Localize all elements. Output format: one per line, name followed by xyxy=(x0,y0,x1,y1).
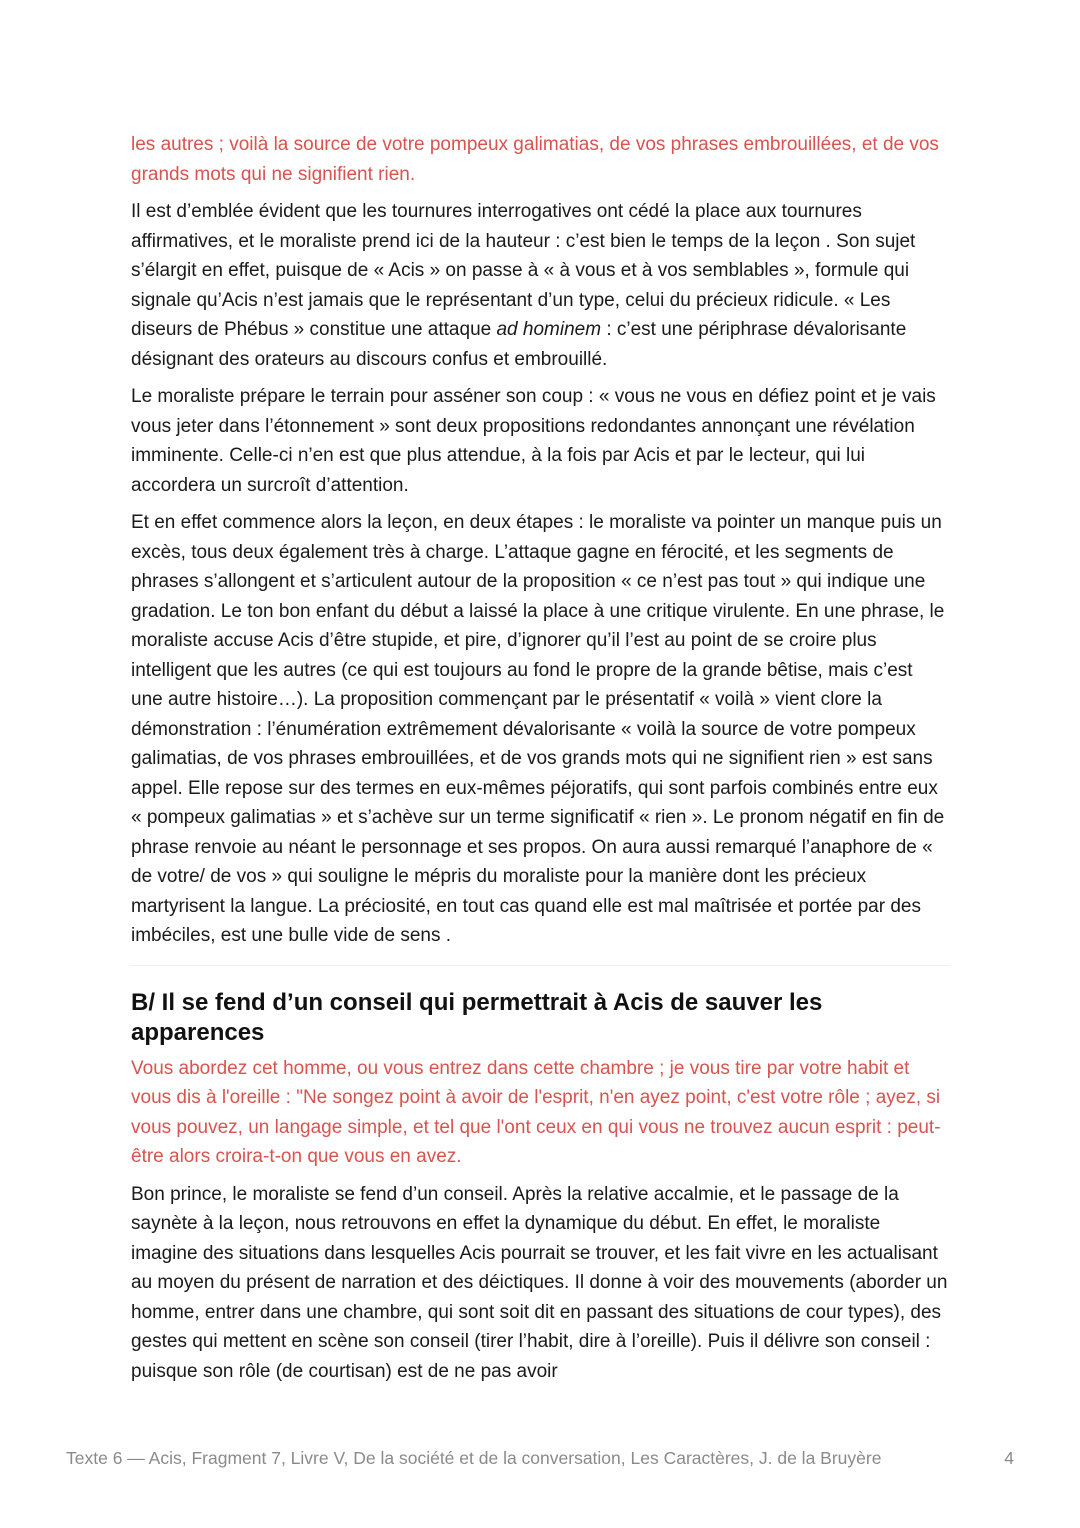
paragraph-1-part-b: : c’est une périphrase dévalorisante désignant des orateurs au discours confus et embrouillé. xyxy=(131,319,907,370)
page-number: 4 xyxy=(1004,1448,1014,1468)
paragraph-4: Bon prince, le moraliste se fend d’un conseil. Après la relative accalmie, et le passage de la saynète à la leçon, nous retrouvons en effet la dynamique du début. En effet, le moraliste imagine des situations dans lesquelles Acis pourrait se trouver, et les fait vivre en les actualisant au moyen du présent de narration et des déictiques. Il donne à voir des mouvements (aborder un homme, entrer dans une chambre, qui sont soit dit en passant des situations de cour types), des gestes qui mettent en scène son conseil (tirer l’habit, dire à l’oreille). Puis il délivre son conseil : puisque son rôle (de courtisan) est de ne pas avoir xyxy=(131,1183,948,1382)
paragraph-1-part-a: Il est d’emblée évident que les tournures interrogatives ont cédé la place aux tournures affirmatives, et le moraliste prend ici de la hauteur : c’est bien le temps de la leçon . Son sujet s’élargit en effet, puisque de « Acis » on passe à « à vous et à vos semblables », formule qui signale qu’Acis n’est jamais que le représentant d’un type, celui du précieux ridicule. « Les diseurs de Phébus » constitue une attaque xyxy=(131,201,916,340)
page-content xyxy=(131,130,949,1394)
footer-title: Texte 6 — Acis, Fragment 7, Livre V, De la société et de la conversation, Les Caractères, J. de la Bruyère xyxy=(66,1448,882,1468)
paragraph-1-emphasis: ad hominem xyxy=(496,319,602,340)
paragraph-3: Et en effet commence alors la leçon, en deux étapes : le moraliste va pointer un manque puis un excès, tous deux également très à charge. L’attaque gagne en férocité, et les segments de phrases s’allongent et s’articulent autour de la proposition « ce n’est pas tout » qui indique une gradation. Le ton bon enfant du début a laissé la place à une critique virulente. En une phrase, le moraliste accuse Acis d’être stupide, et pire, d’ignorer qu’il l’est au point de se croire plus intelligent que les autres (ce qui est toujours au fond le propre de la grande bêtise, mais c’est une autre histoire…). La proposition commençant par le présentatif « voilà » vient clore la démonstration : l’énumération extrêmement dévalorisante « voilà la source de votre pompeux galimatias, de vos phrases embrouillées, et de vos grands mots qui ne signifient rien » est sans appel. Elle repose sur des termes en eux-mêmes péjoratifs, qui sont parfois combinés entre eux « pompeux galimatias » et s’achève sur un terme significatif « rien ». Le pronom négatif en fin de phrase renvoie au néant le personnage et ses propos. On aura aussi remarqué l’anaphore de « de votre/ de vos » qui souligne le mépris du moraliste pour la manière dont les précieux martyrisent la langue. La préciosité, en tout cas quand elle est mal maîtrisée et portée par des imbéciles, est une bulle vide de sens . xyxy=(131,512,945,946)
section-divider xyxy=(131,965,949,966)
quote-excerpt-top: les autres ; voilà la source de votre pompeux galimatias, de vos phrases embrouillées, et de vos grands mots qui ne signifient rien. xyxy=(131,134,939,185)
paragraph-1 xyxy=(131,197,949,374)
paragraph-2: Le moraliste prépare le terrain pour asséner son coup : « vous ne vous en défiez point et je vais vous jeter dans l’étonnement » sont deux propositions redondantes annonçant une révélation imminente. Celle-ci n’en est que plus attendue, à la fois par Acis et par le lecteur, qui lui accordera un surcroît d’attention. xyxy=(131,386,936,496)
quote-excerpt-b: Vous abordez cet homme, ou vous entrez dans cette chambre ; je vous tire par votre habit et vous dis à l'oreille : "Ne songez point à avoir de l'esprit, n'en ayez point, c'est votre rôle ; ayez, si vous pouvez, un langage simple, et tel que l'ont ceux en qui vous ne trouvez aucun esprit : peut-être alors croira-t-on que vous en avez. xyxy=(131,1057,941,1167)
section-heading-b: B/ Il se fend d’un conseil qui permettrait à Acis de sauver les apparences xyxy=(131,988,823,1046)
